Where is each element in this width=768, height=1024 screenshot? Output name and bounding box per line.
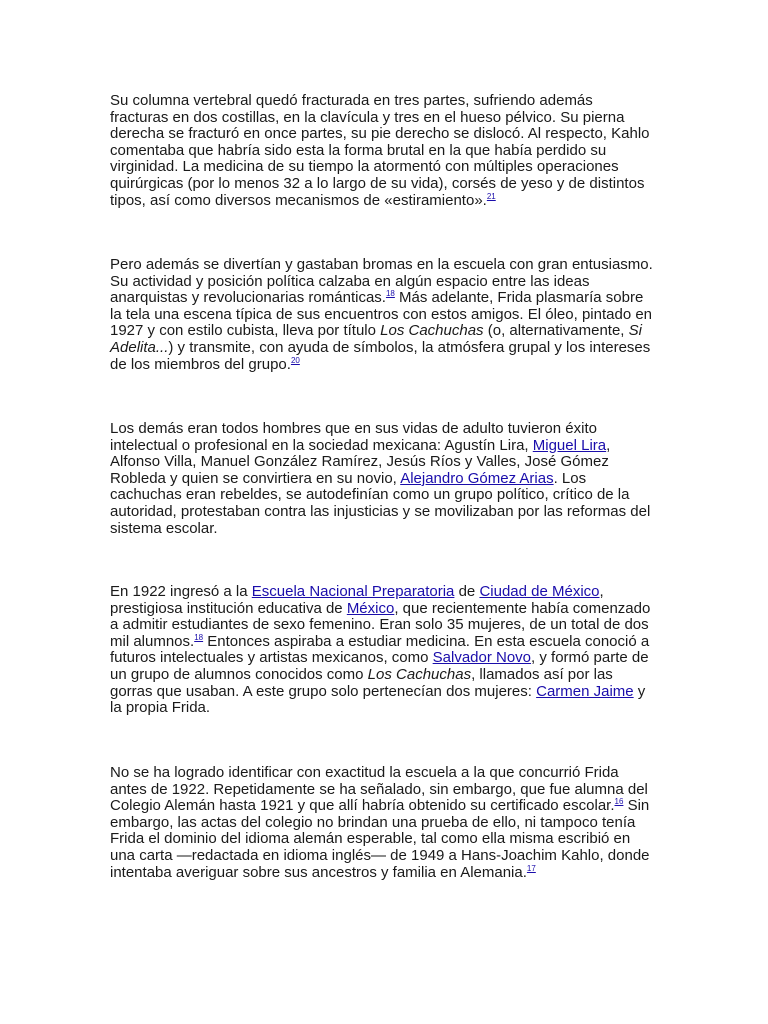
paragraph-spinal-injuries — [110, 93, 655, 209]
footnote-link[interactable]: 16 — [614, 797, 624, 807]
painting-title: Los Cachuchas — [380, 322, 484, 340]
link-escuela-nacional-preparatoria[interactable]: Escuela Nacional Preparatoria — [251, 583, 455, 600]
footnote-ref[interactable] — [527, 864, 536, 873]
paragraph-text: Más adelante, Frida plasmaría sobre la tela una escena típica de sus encuentros con estos amigos. El óleo, pintado en 1927 y con estilo cubista, lleva por título — [110, 289, 653, 340]
footnote-link[interactable]: 18 — [194, 632, 204, 642]
paragraph-preparatoria — [110, 584, 655, 717]
paragraph-los-cachuchas-painting — [110, 257, 655, 373]
link-miguel-lira[interactable]: Miguel Lira — [532, 436, 607, 454]
link-carmen-jaime[interactable]: Carmen Jaime — [536, 682, 634, 700]
paragraph-text: No se ha logrado identificar con exactitud la escuela a la que concurrió Frida antes de 1922. Repetidamente se ha señalado, sin embargo, que fue alumna del Colegio Alemán hasta 1921 y que allí habría obtenido su certificado escolar. — [110, 764, 648, 815]
paragraph-text: Pero además se divertían y gastaban bromas en la escuela con gran entusiasmo. Su actividad y posición política calzaba en algún espacio entre las ideas anarquistas y revolucionarias románticas. — [110, 256, 653, 307]
footnote-link[interactable]: 18 — [385, 289, 395, 299]
footnote-ref[interactable] — [386, 289, 395, 298]
paragraph-text: Los demás eran todos hombres que en sus vidas de adulto tuvieron éxito intelectual o profesional en la sociedad mexicana: Agustín Lira, — [110, 420, 597, 454]
paragraph-text: , prestigiosa institución educativa de — [110, 583, 604, 617]
footnote-link[interactable]: 17 — [526, 863, 536, 873]
paragraph-text: , Alfonso Villa, Manuel González Ramírez, Jesús Ríos y Valles, José Gómez Robleda y quien se convirtiera en su novio, — [110, 436, 611, 487]
paragraph-text: ) y transmite, con ayuda de símbolos, la atmósfera grupal y los intereses de los miembros del grupo. — [110, 338, 651, 373]
paragraph-colegio-aleman — [110, 765, 655, 881]
footnote-ref[interactable] — [487, 192, 496, 201]
paragraph-text: de — [454, 583, 480, 600]
paragraph-text: , llamados así por las gorras que usaban. A este grupo solo pertenecían dos mujeres: — [110, 665, 613, 700]
paragraph-group-members — [110, 421, 655, 537]
painting-alt-title: Si Adelita... — [110, 322, 642, 356]
group-name: Los Cachuchas — [367, 665, 472, 683]
link-alejandro-gomez-arias[interactable]: Alejandro Gómez Arias — [400, 469, 554, 487]
footnote-ref[interactable] — [291, 356, 300, 365]
paragraph-text: , que recientemente había comenzado a admitir estudiantes de sexo femenino. Eran solo 35 mujeres, de un total de dos mil alumnos. — [110, 599, 651, 650]
paragraph-text: . Los cachuchas eran rebeldes, se autodefinían como un grupo político, crítico de la autoridad, protestaban contra las injusticias y se movilizaban por las reformas del sistema escolar. — [110, 469, 651, 537]
link-mexico[interactable]: México — [346, 599, 395, 617]
paragraph-text: Su columna vertebral quedó fracturada en tres partes, sufriendo además fracturas en dos costillas, en la clavícula y tres en el hueso pélvico. Su pierna derecha se fracturó en once partes, su pie derecho se dislocó. Al respecto, Kahlo comentaba que habría sido esta la forma brutal en la que había perdido su virginidad. La medicina de su tiempo la atormentó con múltiples operaciones quirúrgicas (por lo menos 32 a lo largo de su vida), corsés de yeso y de distintos tipos, así como diversos mecanismos de «estiramiento». — [110, 92, 650, 209]
footnote-link[interactable]: 21 — [486, 191, 496, 201]
footnote-ref[interactable] — [194, 633, 203, 642]
paragraph-text: Entonces aspiraba a estudiar medicina. En esta escuela conoció a futuros intelectuales y artistas mexicanos, como — [110, 632, 650, 667]
paragraph-text: (o, alternativamente, — [483, 322, 629, 340]
paragraph-text: , y formó parte de un grupo de alumnos conocidos como — [110, 649, 649, 683]
footnote-link[interactable]: 20 — [290, 355, 300, 365]
paragraph-text: Sin embargo, las actas del colegio no brindan una prueba de ello, ni tampoco tenía Frida el dominio del idioma alemán esperable, tal como ella misma escribió en una carta —redactada en idioma inglés— de 1949 a Hans-Joachim Kahlo, donde intentaba averiguar sobre sus ancestros y familia en Alemania. — [110, 797, 650, 881]
link-ciudad-de-mexico[interactable]: Ciudad de México — [479, 583, 600, 600]
paragraph-text: y la propia Frida. — [110, 682, 646, 717]
paragraph-text: En 1922 ingresó a la — [110, 583, 252, 600]
link-salvador-novo[interactable]: Salvador Novo — [432, 649, 532, 667]
